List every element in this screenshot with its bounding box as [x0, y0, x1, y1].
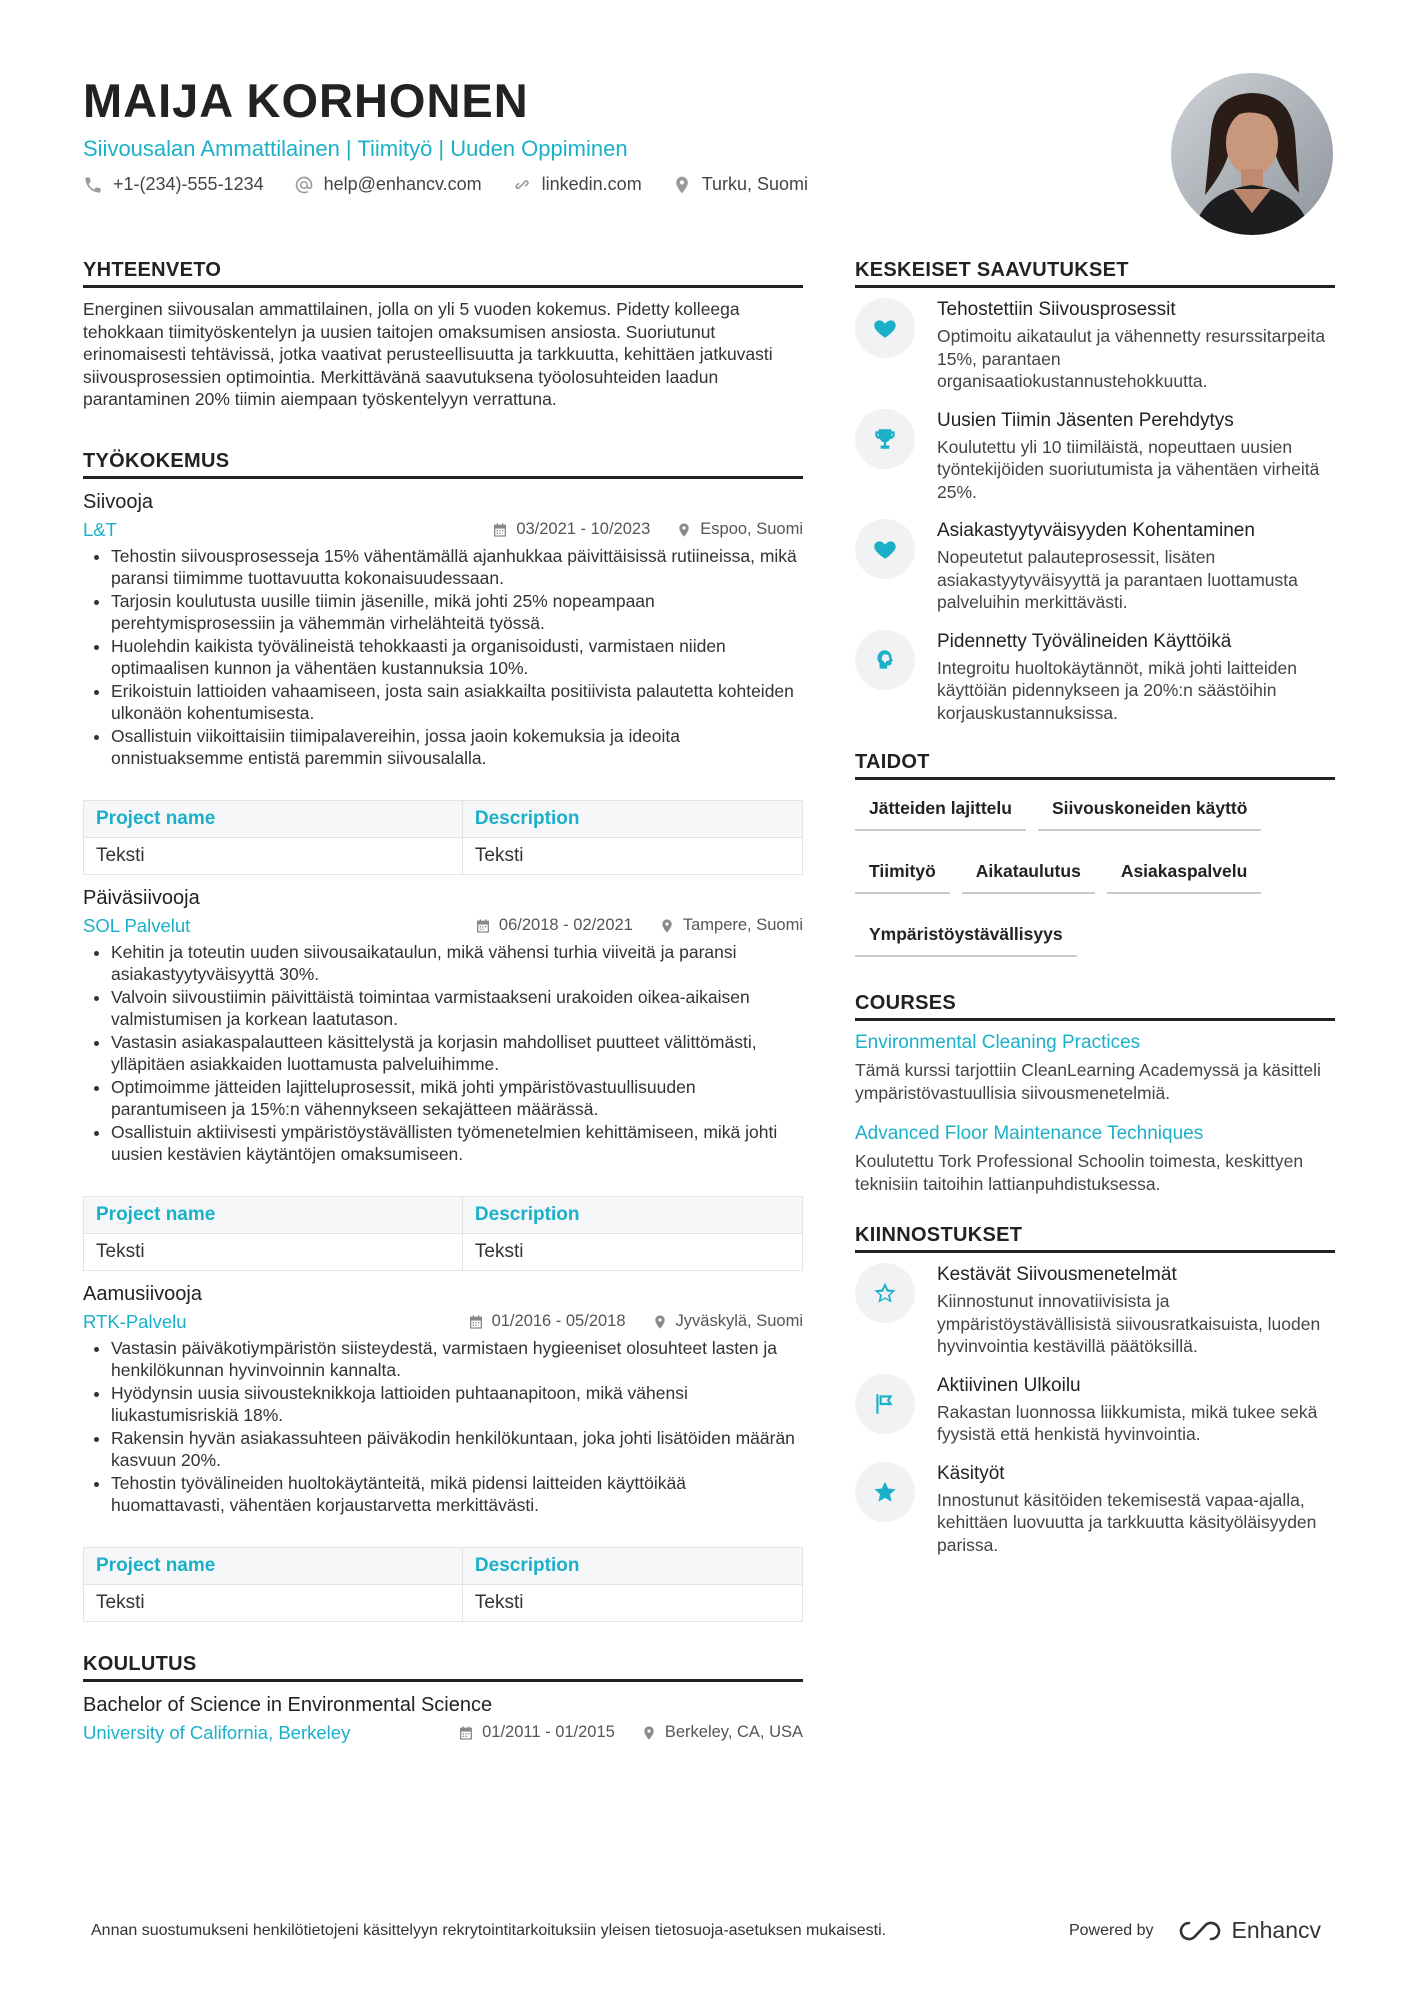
job-dates	[468, 1312, 626, 1331]
powered-by-label: Powered by	[1068, 1921, 1154, 1939]
job-entry	[83, 1281, 803, 1622]
contact-list	[83, 174, 1133, 195]
interest-item	[855, 1462, 1335, 1557]
right-column	[855, 258, 1335, 1572]
gdpr-consent: Annan suostumukseni henkilötietojeni käsittelyyn rekrytointitarkoituksiin yleisen tietosuoja-asetuksen mukaisesti.	[91, 1921, 887, 1939]
at-icon	[294, 175, 314, 195]
phone-icon	[83, 175, 103, 195]
skill-tag: Aikataulutus	[962, 853, 1095, 894]
education-meta	[83, 1722, 803, 1744]
company-name: L&T	[83, 518, 117, 540]
achievement-title: Uusien Tiimin Jäsenten Perehdytys	[937, 409, 1234, 431]
interest-title: Kestävät Siivousmenetelmät	[937, 1264, 1177, 1285]
calendar-icon	[492, 522, 508, 538]
list-item: • Kehitin ja toteutin uuden siivousaikataulun, mikä vähensi turhia viiveitä ja paransi asiakastyytyväisyyttä 30%.	[111, 941, 803, 986]
contact-text: linkedin.com	[541, 174, 642, 194]
achievement-title: Tehostettiin Siivousprosessit	[937, 299, 1176, 320]
interests-heading: KIINNOSTUKSET	[855, 1223, 1335, 1253]
profile-photo	[1171, 73, 1333, 235]
skill-tag: Jätteiden lajittelu	[855, 790, 1026, 831]
list-item: • Optimoimme jätteiden lajitteluprosessit, mikä johti ympäristövastuullisuuden parantumiseen ja 15%:n vähennykseen sekajätteen määrässä.	[111, 1076, 803, 1121]
job-dates	[492, 520, 650, 539]
table-header: Description	[462, 1196, 802, 1233]
contact-text: help@enhancv.com	[323, 174, 482, 194]
list-item: • Tarjosin koulutusta uusille tiimin jäsenille, mikä johti 25% nopeampaan perehtymisprosessiin ja vähemmän virhelähteitä työssä.	[111, 590, 803, 635]
achievement-item	[855, 409, 1335, 504]
education-location	[641, 1723, 803, 1742]
list-item: • Vastasin päiväkotiympäristön siisteydestä, varmistaen hygieeniset olosuhteet lasten ja henkilökunnan hyvinvoinnin kannalta.	[111, 1337, 803, 1382]
heart-icon	[855, 519, 915, 579]
calendar-icon	[468, 1314, 484, 1330]
job-meta	[83, 1311, 803, 1333]
contact-location	[672, 174, 808, 195]
location-text: Tampere, Suomi	[682, 916, 803, 934]
star-icon	[855, 1462, 915, 1522]
table-header: Project name	[84, 800, 463, 837]
summary-text: Energinen siivousalan ammattilainen, jolla on yli 5 vuoden kokemus. Pidetty kolleega tehokkaan tiimityöskentelyn ja uusien taitojen omaksumisen ansiosta. Suoriutunut erinomaisesti tehtävissä, jotka vaativat perusteellisuutta ja tarkkuutta, kehittäen jatkuvasti siivousprosessien optimointia. Merkittävänä saavutuksena työolosuhteiden laadun parantaminen 20% tiimin aiempaan työskentelyyn verrattuna.	[83, 299, 773, 409]
list-item: • Erikoistuin lattioiden vahaamiseen, josta sain asiakkailta positiivista palautetta kohteiden ulkonäön kohentumisesta.	[111, 680, 803, 725]
job-meta	[83, 915, 803, 937]
course-title: Environmental Cleaning Practices	[855, 1032, 1141, 1053]
enhancv-logo-icon	[1177, 1919, 1223, 1943]
school-name: University of California, Berkeley	[83, 1721, 351, 1743]
list-item: • Tehostin siivousprosesseja 15% vähentämällä ajanhukkaa päivittäisissä rutiineissa, mikä paransi tiimimme tuottavuutta kokonaisuudessaan.	[111, 545, 803, 590]
summary-heading: YHTEENVETO	[83, 258, 803, 288]
skill-tag: Tiimityö	[855, 853, 950, 894]
job-title: Siivooja	[83, 490, 154, 513]
list-item: • Huolehdin kaikista työvälineistä tehokkaasti ja organisoidusti, varmistaen niiden optimaalisen kunnon ja vähentäen kustannuksia 10%.	[111, 635, 803, 680]
achievement-title: Asiakastyytyväisyyden Kohentaminen	[937, 520, 1255, 541]
table-row	[84, 1233, 803, 1270]
dates-text: 03/2021 - 10/2023	[516, 520, 651, 538]
list-item: • Tehostin työvälineiden huoltokäytänteitä, mikä pidensi laitteiden käyttöikää huomattavasti, vähentäen korjaustarvetta merkittävästi.	[111, 1472, 803, 1517]
link-icon	[512, 175, 532, 195]
table-header: Description	[462, 800, 802, 837]
list-item: • Vastasin asiakaspalautteen käsittelystä ja korjasin mahdolliset puutteet välittömästi, ylläpitäen asiakkaiden luottamusta palveluihimme.	[111, 1031, 803, 1076]
interest-desc: Rakastan luonnossa liikkumista, mikä tukee sekä fyysistä että henkistä hyvinvointia.	[937, 1401, 1318, 1444]
table-cell: Teksti	[462, 1584, 802, 1621]
skill-tag: Ympäristöystävällisyys	[855, 916, 1077, 957]
job-dates	[475, 916, 633, 935]
project-table	[83, 1547, 803, 1622]
course-title: Advanced Floor Maintenance Techniques	[855, 1123, 1204, 1144]
trophy-icon	[855, 409, 915, 469]
education-heading: KOULUTUS	[83, 1652, 803, 1682]
left-column	[83, 258, 803, 1744]
calendar-icon	[458, 1725, 474, 1741]
tagline: Siivousalan Ammattilainen | Tiimityö | Uuden Oppiminen	[83, 136, 628, 161]
job-meta	[83, 519, 803, 541]
project-table	[83, 1196, 803, 1271]
list-item: • Osallistuin aktiivisesti ympäristöystävällisten työmenetelmien kehittämiseen, mikä johti uusien kestävien käytäntöjen omaksumiseen.	[111, 1121, 803, 1166]
interest-item	[855, 1263, 1335, 1358]
degree: Bachelor of Science in Environmental Science	[83, 1693, 493, 1716]
brain-icon	[855, 630, 915, 690]
heart-icon	[855, 298, 915, 358]
header	[83, 74, 1133, 195]
table-cell: Teksti	[462, 1233, 802, 1270]
table-cell: Teksti	[84, 1233, 463, 1270]
contact-email[interactable]	[294, 174, 482, 195]
dates-text: 01/2016 - 05/2018	[491, 1312, 626, 1330]
job-entry	[83, 885, 803, 1271]
education-dates	[458, 1723, 615, 1742]
experience-heading: TYÖKOKEMUS	[83, 449, 803, 479]
achievement-item	[855, 298, 1335, 393]
powered-by[interactable]	[1069, 1917, 1321, 1944]
brand-name: Enhancv	[1231, 1917, 1321, 1943]
interest-item	[855, 1374, 1335, 1446]
table-header-row	[84, 1547, 803, 1584]
calendar-icon	[475, 918, 491, 934]
skill-tag: Asiakaspalvelu	[1107, 853, 1261, 894]
achievement-desc: Koulutettu yli 10 tiimiläistä, nopeuttaen uusien työntekijöiden suoriutumista ja vähentäen virheitä 25%.	[937, 436, 1320, 502]
job-entry	[83, 489, 803, 875]
job-bullets	[83, 941, 803, 1166]
course-desc: Tämä kurssi tarjottiin CleanLearning Academyssä ja käsitteli ympäristövastuullisia siivousmenetelmiä.	[855, 1060, 1321, 1103]
star-outline-icon	[855, 1263, 915, 1323]
flag-icon	[855, 1374, 915, 1434]
table-header: Project name	[84, 1547, 463, 1584]
list-item: • Valvoin siivoustiimin päivittäistä toimintaa varmistaakseni urakoiden oikea-aikaisen valmistumisen ja korkean laatutason.	[111, 986, 803, 1031]
job-bullets	[83, 545, 803, 770]
candidate-name: MAIJA KORHONEN	[83, 74, 529, 127]
table-header: Description	[462, 1547, 802, 1584]
achievement-desc: Optimoitu aikataulut ja vähennetty resurssitarpeita 15%, parantaen organisaatiokustannustehokkuutta.	[937, 326, 1326, 391]
achievement-title: Pidennetty Työvälineiden Käyttöikä	[937, 630, 1232, 652]
table-header-row	[84, 1196, 803, 1233]
job-location	[676, 520, 803, 539]
job-location	[652, 1312, 803, 1331]
contact-linkedin[interactable]	[512, 174, 642, 195]
education-entry	[83, 1692, 803, 1744]
achievements-heading: KESKEISET SAAVUTUKSET	[855, 258, 1335, 288]
job-title: Päiväsiivooja	[83, 886, 200, 909]
table-header: Project name	[84, 1196, 463, 1233]
project-table	[83, 800, 803, 875]
contact-text: +1-(234)-555-1234	[113, 174, 264, 194]
job-bullets	[83, 1337, 803, 1517]
list-item: • Hyödynsin uusia siivousteknikkoja lattioiden puhtaanapitoon, mikä vähensi liukastumisriskiä 18%.	[111, 1382, 803, 1427]
location-icon	[672, 175, 692, 195]
table-row	[84, 1584, 803, 1621]
achievement-item	[855, 630, 1335, 725]
location-text: Espoo, Suomi	[700, 520, 803, 538]
skills-heading: TAIDOT	[855, 750, 1335, 780]
courses-heading: COURSES	[855, 991, 1335, 1021]
dates-text: 01/2011 - 01/2015	[482, 1723, 615, 1741]
achievement-item	[855, 519, 1335, 614]
table-cell: Teksti	[84, 1584, 463, 1621]
interest-title: Aktiivinen Ulkoilu	[937, 1374, 1081, 1396]
table-header-row	[84, 800, 803, 837]
table-cell: Teksti	[84, 837, 463, 874]
location-text: Jyväskylä, Suomi	[675, 1312, 803, 1330]
table-cell: Teksti	[462, 837, 802, 874]
contact-phone[interactable]	[83, 174, 264, 195]
location-icon	[641, 1725, 657, 1741]
list-item: • Osallistuin viikoittaisiin tiimipalavereihin, jossa jaoin kokemuksia ja ideoita onnistuaksemme entistä paremmin siivousalalla.	[111, 725, 803, 770]
achievement-desc: Integroitu huoltokäytännöt, mikä johti laitteiden käyttöiän pidennykseen ja 20%:n säästöihin korjauskustannuksissa.	[937, 657, 1297, 723]
skill-tag: Siivouskoneiden käyttö	[1038, 790, 1261, 831]
job-location	[659, 916, 803, 935]
location-icon	[659, 918, 675, 934]
footer	[91, 1917, 1321, 1944]
company-name: RTK-Palvelu	[83, 1310, 187, 1332]
company-name: SOL Palvelut	[83, 914, 191, 936]
interest-title: Käsityöt	[937, 1462, 1005, 1484]
location-icon	[652, 1314, 668, 1330]
job-title: Aamusiivooja	[83, 1282, 202, 1305]
interest-desc: Innostunut käsitöiden tekemisestä vapaa-ajalla, kehittäen luovuutta ja tarkkuutta käsityöläisyyden parissa.	[937, 1489, 1317, 1555]
skills-list	[855, 790, 1335, 979]
location-text: Berkeley, CA, USA	[664, 1723, 803, 1741]
brand-logo	[1177, 1917, 1321, 1944]
contact-text: Turku, Suomi	[701, 174, 809, 194]
location-icon	[676, 522, 692, 538]
interest-desc: Kiinnostunut innovatiivisista ja ympäristöystävällisistä siivousratkaisuista, luoden hyvinvointia kestävillä päätöksillä.	[937, 1291, 1321, 1356]
list-item: • Rakensin hyvän asiakassuhteen päiväkodin henkilökuntaan, joka johti lisätöiden määrän kasvuun 20%.	[111, 1427, 803, 1472]
table-row	[84, 837, 803, 874]
course-desc: Koulutettu Tork Professional Schoolin toimesta, keskittyen teknisiin taitoihin lattianpuhdistuksessa.	[855, 1151, 1304, 1194]
dates-text: 06/2018 - 02/2021	[498, 916, 633, 934]
achievement-desc: Nopeutetut palauteprosessit, lisäten asiakastyytyväisyyttä ja parantaen luottamusta palveluihin merkittävästi.	[937, 547, 1298, 612]
